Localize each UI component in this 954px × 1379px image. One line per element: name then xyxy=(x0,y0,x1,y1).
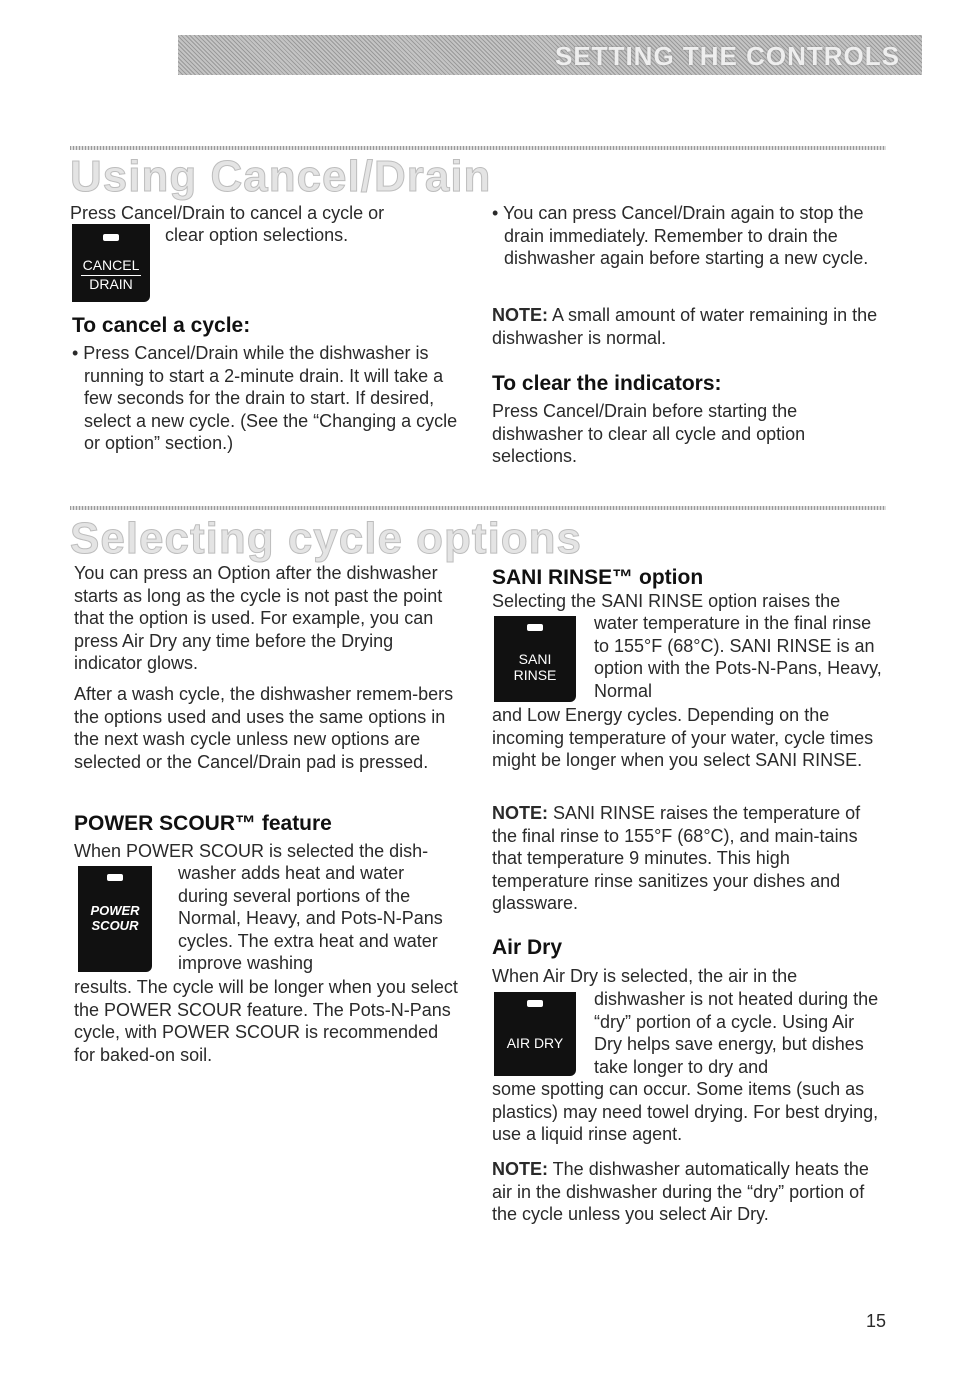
air-dry-pad xyxy=(494,992,576,1076)
pad-label-rinse: RINSE xyxy=(513,667,557,683)
note-text: A small amount of water remaining in the dishwasher is normal. xyxy=(492,305,878,348)
note-text: The dishwasher automatically heats the air in the dishwasher during the “dry” portion of the cycle unless you select Air Dry. xyxy=(492,1159,869,1224)
pad-label-power: POWER xyxy=(90,903,140,918)
sani-first: Selecting the SANI RINSE option raises the xyxy=(492,591,841,611)
section-title-options: Selecting cycle options xyxy=(70,514,583,563)
cancel-bullet: • Press Cancel/Drain while the dishwasher is running to start a 2-minute drain. It will take a few seconds for the drain to start. If desired, select a new cycle. (See the “Changing a cycle or option” section.) xyxy=(72,343,458,453)
heading-sani-rinse: SANI RINSE™ option xyxy=(492,566,704,589)
sani-rinse-pad xyxy=(494,616,576,702)
note-cancel xyxy=(492,304,884,349)
note-sani xyxy=(492,802,884,915)
intro-text-cont: clear option selections. xyxy=(165,225,349,245)
heading-air-dry: Air Dry xyxy=(492,936,563,959)
options-p1: You can press an Option after the dishwasher starts as long as the cycle is not past the point that the option is used. For example, you can press Air Dry any time before the Drying indicator glows. xyxy=(74,563,443,673)
pad-label-sani: SANI xyxy=(518,651,552,667)
airdry-first: When Air Dry is selected, the air in the xyxy=(492,966,798,986)
airdry-rest: some spotting can occur. Some items (such as plastics) may need towel drying. For best drying, use a liquid rinse agent. xyxy=(492,1079,879,1144)
section-title-cancel-drain: Using Cancel/Drain xyxy=(70,152,492,201)
note-label: NOTE: xyxy=(492,803,548,823)
power-first: When POWER SCOUR is selected the dish- xyxy=(74,841,429,861)
note-text: SANI RINSE raises the temperature of the final rinse to 155°F (68°C), and main-tains that temperature 9 minutes. This high temperature rinse sanitizes your dishes and glassware. xyxy=(492,803,861,913)
drain-bullet: • You can press Cancel/Drain again to stop the drain immediately. Remember to drain the dishwasher again before starting a new cycle. xyxy=(492,203,869,268)
airdry-wrap: dishwasher is not heated during the “dry” portion of a cycle. Using Air Dry helps save energy, but dishes take longer to dry and xyxy=(594,989,879,1077)
page-number: 15 xyxy=(866,1311,887,1331)
power-scour-pad xyxy=(78,866,152,972)
heading-cancel-cycle: To cancel a cycle: xyxy=(72,314,251,337)
section-banner xyxy=(178,35,922,75)
intro-text: Press Cancel/Drain to cancel a cycle or xyxy=(70,203,385,223)
indicator-light-icon xyxy=(107,874,123,881)
pad-label-drain: DRAIN xyxy=(81,275,141,292)
pad-label-air-dry: AIR DRY xyxy=(506,1035,564,1051)
banner-title: SETTING THE CONTROLS xyxy=(555,41,900,71)
power-wrap: washer adds heat and water during several portions of the Normal, Heavy, and Pots-N-Pans cycles. The extra heat and water improve washing xyxy=(178,863,443,973)
power-rest: results. The cycle will be longer when you select the POWER SCOUR feature. The Pots-N-Pans cycle, with POWER SCOUR is recommended for baked-on soil. xyxy=(74,977,458,1065)
note-label: NOTE: xyxy=(492,305,548,325)
divider xyxy=(70,506,886,510)
sani-wrap: water temperature in the final rinse to 155°F (68°C). SANI RINSE is an option with the Pots-N-Pans, Heavy, Normal xyxy=(594,613,882,701)
divider xyxy=(70,146,886,150)
indicator-light-icon xyxy=(103,234,119,241)
sani-rest: and Low Energy cycles. Depending on the incoming temperature of your water, cycle times might be longer when you select SANI RINSE. xyxy=(492,705,874,770)
note-label: NOTE: xyxy=(492,1159,548,1179)
cancel-drain-pad xyxy=(72,224,150,302)
note-airdry xyxy=(492,1158,884,1226)
pad-label-cancel: CANCEL xyxy=(82,257,140,273)
pad-label-scour: SCOUR xyxy=(91,918,139,933)
indicator-light-icon xyxy=(527,624,543,631)
indicator-light-icon xyxy=(527,1000,543,1007)
heading-clear-indicators: To clear the indicators: xyxy=(492,372,722,395)
clear-text: Press Cancel/Drain before starting the dishwasher to clear all cycle and option selections. xyxy=(492,401,806,466)
heading-power-scour: POWER SCOUR™ feature xyxy=(74,812,332,835)
options-p2: After a wash cycle, the dishwasher remem-bers the options used and uses the same options in the next wash cycle unless new options are selected or the Cancel/Drain pad is pressed. xyxy=(74,684,454,772)
